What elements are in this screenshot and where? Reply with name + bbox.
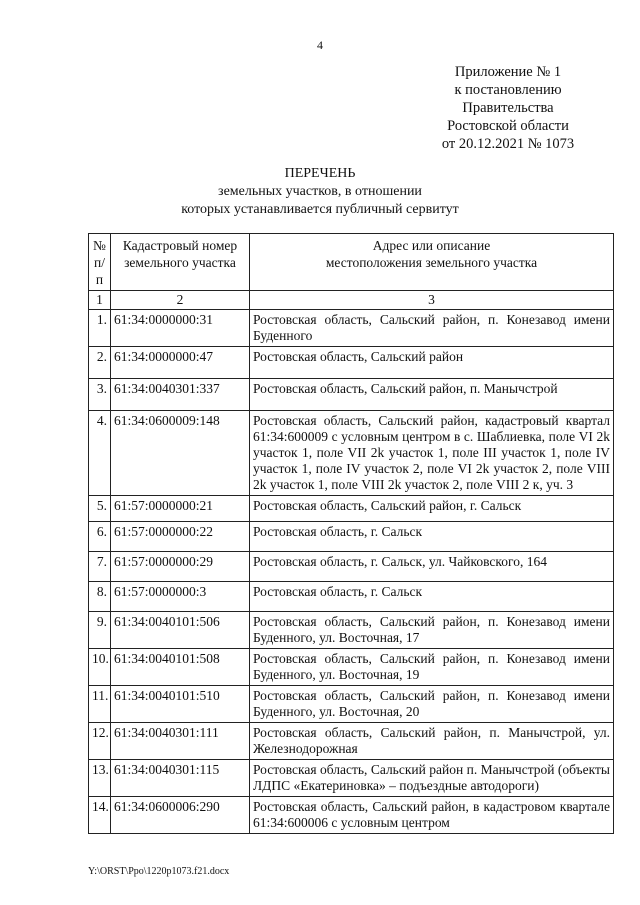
header-address-line: Адрес или описание [372,238,491,253]
plot-address: Ростовская область, Сальский район п. Манычстрой (объекты ЛДПС «Екатериновка» – подъездные автодороги) [250,760,614,797]
row-number: 13. [89,760,111,797]
title-line: которых устанавливается публичный сервитут [181,202,459,217]
row-number: 12. [89,723,111,760]
row-number: 5. [89,496,111,522]
column-number: 1 [89,291,111,310]
header-num [89,234,111,291]
plot-address: Ростовская область, Сальский район, п. Манычстрой [250,379,614,411]
file-path-footer: Y:\ORST\Ppo\1220p1073.f21.docx [88,866,230,877]
title-heading: ПЕРЕЧЕНЬ [284,166,356,181]
row-number: 10. [89,649,111,686]
row-number: 9. [89,612,111,649]
table-row [89,347,614,379]
table-row [89,686,614,723]
table-row [89,612,614,649]
plot-address: Ростовская область, г. Сальск [250,522,614,552]
cadastral-number: 61:34:0040301:111 [111,723,250,760]
table-row [89,552,614,582]
cadastral-number: 61:34:0040101:508 [111,649,250,686]
header-num-line: № [93,238,106,253]
plot-address: Ростовская область, Сальский район, п. Конезавод имени Буденного [250,310,614,347]
cadastral-number: 61:57:0000000:22 [111,522,250,552]
cadastral-number: 61:34:0040101:506 [111,612,250,649]
table-row [89,522,614,552]
row-number: 11. [89,686,111,723]
plot-address: Ростовская область, Сальский район, п. Конезавод имени Буденного, ул. Восточная, 17 [250,612,614,649]
plot-address: Ростовская область, г. Сальск, ул. Чайковского, 164 [250,552,614,582]
header-cadastral [111,234,250,291]
annex-line: от 20.12.2021 № 1073 [441,136,575,152]
cadastral-number: 61:34:0600006:290 [111,797,250,834]
table-row [89,760,614,797]
row-number: 2. [89,347,111,379]
column-number-row [89,291,614,310]
table-row [89,379,614,411]
plot-address: Ростовская область, Сальский район, в кадастровом квартале 61:34:600006 с условным центром [250,797,614,834]
column-number: 3 [250,291,614,310]
row-number: 14. [89,797,111,834]
cadastral-number: 61:34:0040301:337 [111,379,250,411]
plot-address: Ростовская область, Сальский район, п. Конезавод имени Буденного, ул. Восточная, 20 [250,686,614,723]
plot-address: Ростовская область, г. Сальск [250,582,614,612]
row-number: 1. [89,310,111,347]
header-address-line: местоположения земельного участка [325,255,538,270]
table-row [89,496,614,522]
annex-line: Правительства [462,100,554,116]
table-header-row [89,234,614,291]
table-row [89,310,614,347]
cadastral-number: 61:34:0000000:47 [111,347,250,379]
plot-address: Ростовская область, Сальский район, г. Сальск [250,496,614,522]
title-line: земельных участков, в отношении [218,184,422,199]
cadastral-number: 61:34:0040101:510 [111,686,250,723]
cadastral-number: 61:34:0040301:115 [111,760,250,797]
cadastral-number: 61:57:0000000:3 [111,582,250,612]
plot-address: Ростовская область, Сальский район, п. Конезавод имени Буденного, ул. Восточная, 19 [250,649,614,686]
annex-line: к постановлению [454,82,562,98]
row-number: 6. [89,522,111,552]
land-plots-table [88,233,614,834]
cadastral-number: 61:34:0000000:31 [111,310,250,347]
plot-address: Ростовская область, Сальский район, п. Манычстрой, ул. Железнодорожная [250,723,614,760]
plot-address: Ростовская область, Сальский район, кадастровый квартал 61:34:600009 с условным центром в с. Шаблиевка, поле VI 2k участок 1, поле VII 2k участок 1, поле III участок 1, поле IV участок 1, поле IV участок 2, поле VI 2k участок 2, поле VIII 2k участок 1, поле VIII 2k участок 2, поле VIII 2 к, уч. 3 [250,411,614,496]
table-row [89,582,614,612]
cadastral-number: 61:34:0600009:148 [111,411,250,496]
header-num-line: п/п [94,255,105,287]
header-cadastral-line: земельного участка [124,255,236,270]
row-number: 7. [89,552,111,582]
row-number: 4. [89,411,111,496]
cadastral-number: 61:57:0000000:29 [111,552,250,582]
header-cadastral-line: Кадастровый номер [122,238,238,253]
table-row [89,411,614,496]
annex-block [428,63,588,153]
annex-line: Ростовской области [447,118,569,134]
cadastral-number: 61:57:0000000:21 [111,496,250,522]
page-number: 4 [317,38,323,52]
table-row [89,797,614,834]
header-address [250,234,614,291]
row-number: 8. [89,582,111,612]
plot-address: Ростовская область, Сальский район [250,347,614,379]
annex-line: Приложение № 1 [454,64,562,80]
column-number: 2 [111,291,250,310]
document-title [0,165,640,219]
table-row [89,723,614,760]
row-number: 3. [89,379,111,411]
table-row [89,649,614,686]
